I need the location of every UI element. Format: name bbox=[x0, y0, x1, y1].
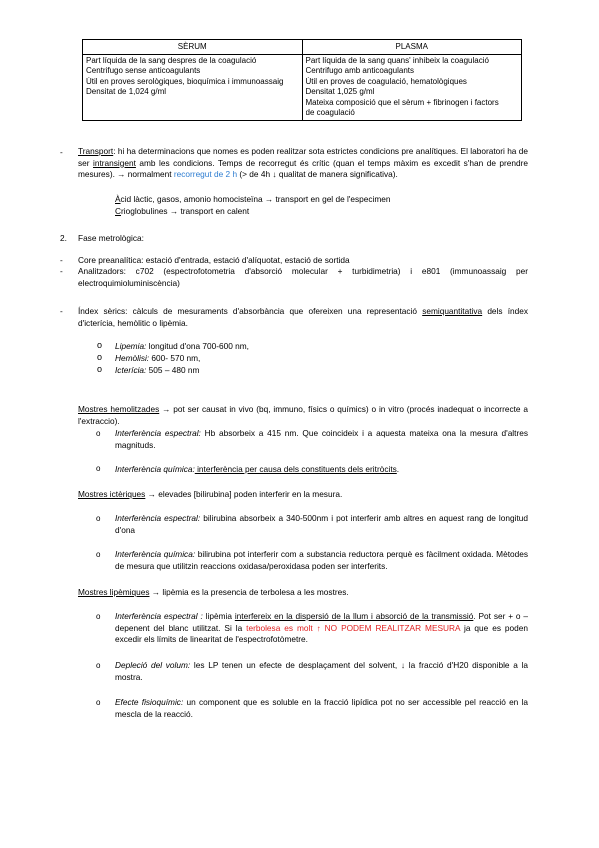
plasma-header: PLASMA bbox=[302, 40, 522, 55]
serum-header: SÈRUM bbox=[83, 40, 303, 55]
plasma-line: Mateixa composició que el sèrum + fibrinogen i factors bbox=[305, 97, 499, 107]
hemo-quimica: Interferència química: interferència per causa dels constituents dels eritròcits. bbox=[115, 464, 400, 474]
transport-sub-1: Àcid làctic, gasos, amonio homocisteïna → transport en gel de l'especimen bbox=[115, 194, 391, 204]
transport-paragraph: Transport: hi ha determinacions que nomes es poden realitzar sota estrictes condicions pre analítiques. El laboratori ha de ser intransigent amb les condicions. Temps de recorregut és crític (quan el temps màxim es excedit s'han de prendre mesures). → normalment recorregut de 2 h (> de 4h ↓ qualitat de manera significativa). bbox=[78, 146, 529, 179]
core-line: Core preanalítica: estació d'entrada, estació d'alíquotat, estació de sortida bbox=[78, 255, 350, 265]
serum-plasma-table bbox=[82, 39, 522, 121]
plasma-line: de coagulació bbox=[305, 108, 355, 117]
icteriques-paragraph: Mostres ictèriques → elevades [bilirubina] poden interferir en la mesura. bbox=[78, 489, 343, 499]
transport-bullet: - bbox=[60, 147, 63, 157]
hemolitzades-heading: Mostres hemolitzades bbox=[78, 404, 160, 414]
terbolesa-warning: terbolesa es molt ↑ NO PODEM REALITZAR MESURA bbox=[246, 622, 461, 633]
recorregut-highlight: recorregut de 2 h bbox=[173, 169, 238, 179]
lipe-deplecio: Depleció del volum: les LP tenen un efecte de desplaçament del solvent, ↓ la fracció d'H20 disponible a la mostra. bbox=[115, 660, 529, 682]
semiquantitativa-term: semiquantitativa bbox=[422, 306, 483, 316]
list-marker: o bbox=[97, 352, 103, 362]
section-number: 2. bbox=[60, 233, 67, 243]
analitzadors-line-2: electroquimioluminiscència) bbox=[78, 278, 180, 288]
list-marker: o bbox=[96, 514, 101, 523]
plasma-line: Útil en proves de coagulació, hematològiques bbox=[305, 76, 467, 86]
lipe-fisioquimic: Efecte fisioquímic: un component que es soluble en la fracció lipídica pot no ser accessible pel reacció en la mescla de la reacció. bbox=[115, 697, 528, 719]
hemo-espectral: Interferència espectral: Hb absorbeix a 415 nm. Que coincideix i a aquesta mateixa ona la mesura d'altres magnituds. bbox=[115, 428, 528, 450]
index-item: Icterícia: 505 – 480 nm bbox=[115, 365, 200, 375]
plasma-line: Part líquida de la sang quans' inhibeix la coagulació bbox=[305, 55, 489, 65]
lipemiques-paragraph: Mostres lipèmiques → lipèmia es la presencia de terbolesa a les mostres. bbox=[78, 587, 349, 597]
plasma-line: Centrifugo amb anticoagulants bbox=[305, 66, 415, 75]
icteriques-heading: Mostres ictèriques bbox=[78, 489, 146, 499]
serum-line: Densitat de 1,024 g/ml bbox=[86, 87, 167, 96]
icter-espectral: Interferència espectral: bilirubina absorbeix a 340-500nm i pot interferir amb altres en aquest rang de longitud d'ona bbox=[115, 513, 528, 535]
section-title: Fase metrològica: bbox=[78, 233, 144, 243]
serum-line: Part líquida de la sang despres de la coagulació bbox=[86, 55, 257, 65]
transport-label: Transport bbox=[78, 146, 114, 156]
list-marker: o bbox=[96, 550, 101, 559]
list-marker: o bbox=[96, 661, 101, 670]
list-marker: o bbox=[96, 464, 101, 473]
serum-cell bbox=[83, 54, 303, 120]
index-bullet: - bbox=[60, 306, 63, 316]
plasma-line: Densitat 1,025 g/ml bbox=[305, 87, 375, 96]
list-marker: o bbox=[97, 340, 103, 350]
serum-line: Centrifugo sense anticoagulants bbox=[86, 66, 201, 75]
list-marker: o bbox=[96, 429, 101, 438]
transport-sub-2: Crioglobulines → transport en calent bbox=[115, 206, 250, 216]
lipe-espectral: Interferència espectral : lipèmia interfereix en la dispersió de la llum i absorció de la transmissió. Pot ser + o – depenent del blanc utilitzat. Si la terbolesa es molt ↑ NO PODEM REALITZAR MESURA ja que es poden excedir els límits de linearitat de l'espectrofotòmetre. bbox=[115, 611, 529, 644]
analitzadors-line-1: Analitzadors: c702 (espectrofotometria d'absorció molecular + turbidimetria) i e801 (immunoassaig per bbox=[78, 266, 528, 276]
analitzadors-bullet: - bbox=[60, 266, 63, 276]
list-marker: o bbox=[96, 698, 101, 707]
intransigent-term: intransigent bbox=[93, 157, 136, 168]
list-marker: o bbox=[96, 612, 101, 621]
icter-quimica: Interferència química: bilirubina pot interferir com a substancia reductora perquè es fàcilment oxidada. Mètodes de mesura que utilitzin reaccions oxidasa/peroxidasa poden ser interferits. bbox=[115, 549, 529, 571]
serum-line: Útil en proves serològiques, bioquímica i immunoassaig bbox=[86, 76, 284, 86]
core-bullet: - bbox=[60, 255, 63, 265]
index-item: Lipemia: longitud d'ona 700-600 nm, bbox=[115, 341, 249, 351]
list-marker: o bbox=[97, 364, 103, 374]
hemolitzades-paragraph: Mostres hemolitzades → pot ser causat in vivo (bq, immuno, físics o químics) o in vitro (procés inadequat o incorrecte a l'extraccio). bbox=[78, 404, 528, 426]
plasma-cell bbox=[302, 54, 522, 120]
index-paragraph: Índex sèrics: càlculs de mesuraments d'absorbància que ofereixen una representació semiquantitativa dels índex d'icterícia, hemòlitic o lipèmia. bbox=[78, 306, 528, 328]
index-item: Hemòlisi: 600- 570 nm, bbox=[115, 353, 201, 363]
lipemiques-heading: Mostres lipèmiques bbox=[78, 587, 150, 597]
